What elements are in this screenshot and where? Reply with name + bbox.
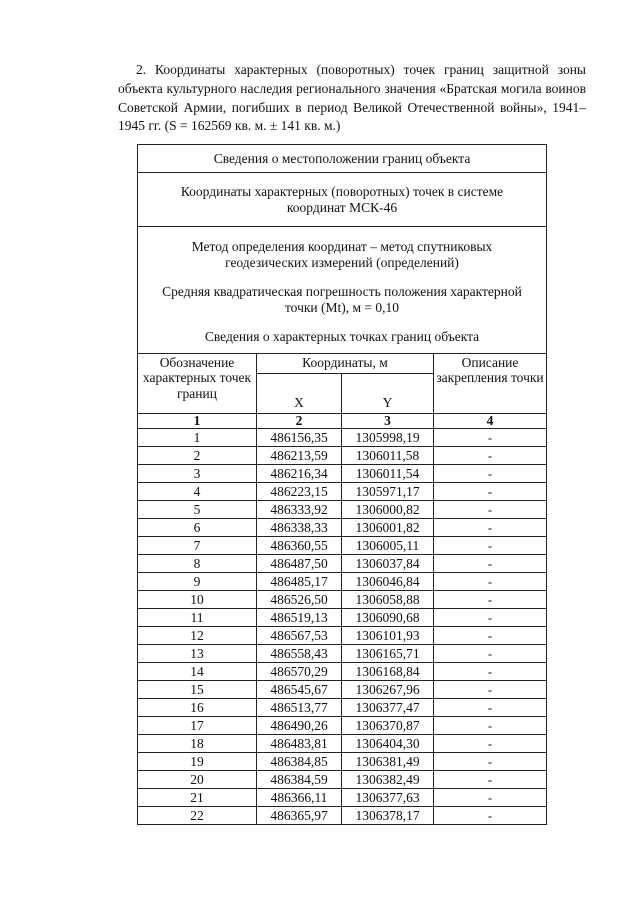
col-number: 1 (138, 413, 257, 428)
x-coordinate-cell: 486519,13 (257, 608, 342, 626)
y-coordinate-cell: 1306168,84 (342, 662, 434, 680)
x-coordinate-cell: 486156,35 (257, 428, 342, 446)
description-cell: - (434, 626, 547, 644)
x-coordinate-cell: 486360,55 (257, 536, 342, 554)
table-row (138, 734, 547, 752)
coordinates-table (137, 144, 547, 825)
col-header-x: X (257, 373, 342, 413)
point-number-cell: 20 (138, 770, 257, 788)
y-coordinate-cell: 1306101,93 (342, 626, 434, 644)
description-cell: - (434, 662, 547, 680)
description-cell: - (434, 806, 547, 824)
table-row (138, 554, 547, 572)
table-row (138, 608, 547, 626)
x-coordinate-cell: 486223,15 (257, 482, 342, 500)
description-cell: - (434, 500, 547, 518)
y-coordinate-cell: 1306382,49 (342, 770, 434, 788)
section-coordinate-system: Координаты характерных (поворотных) точек в системе координат МСК-46 (138, 173, 547, 227)
y-coordinate-cell: 1306404,30 (342, 734, 434, 752)
table-row (138, 428, 547, 446)
table-row (138, 752, 547, 770)
description-cell: - (434, 734, 547, 752)
section-method-info (138, 227, 547, 354)
description-cell: - (434, 608, 547, 626)
point-number-cell: 21 (138, 788, 257, 806)
description-cell: - (434, 788, 547, 806)
table-row (138, 770, 547, 788)
y-coordinate-cell: 1306267,96 (342, 680, 434, 698)
points-table-body (138, 428, 547, 824)
section-location-title: Сведения о местоположении границ объекта (138, 145, 547, 173)
x-coordinate-cell: 486545,67 (257, 680, 342, 698)
table-row (138, 464, 547, 482)
x-coordinate-cell: 486366,11 (257, 788, 342, 806)
table-row (138, 788, 547, 806)
x-coordinate-cell: 486333,92 (257, 500, 342, 518)
y-coordinate-cell: 1306037,84 (342, 554, 434, 572)
point-number-cell: 8 (138, 554, 257, 572)
point-number-cell: 11 (138, 608, 257, 626)
y-coordinate-cell: 1306377,47 (342, 698, 434, 716)
point-number-cell: 9 (138, 572, 257, 590)
table-row (138, 590, 547, 608)
x-coordinate-cell: 486485,17 (257, 572, 342, 590)
x-coordinate-cell: 486570,29 (257, 662, 342, 680)
point-number-cell: 22 (138, 806, 257, 824)
y-coordinate-cell: 1306011,54 (342, 464, 434, 482)
col-number: 2 (257, 413, 342, 428)
description-cell: - (434, 680, 547, 698)
x-coordinate-cell: 486216,34 (257, 464, 342, 482)
col-header-point: Обозначение характерных точек границ (138, 353, 257, 413)
x-coordinate-cell: 486365,97 (257, 806, 342, 824)
table-row (138, 500, 547, 518)
point-number-cell: 10 (138, 590, 257, 608)
point-number-cell: 19 (138, 752, 257, 770)
x-coordinate-cell: 486490,26 (257, 716, 342, 734)
point-number-cell: 7 (138, 536, 257, 554)
point-number-cell: 18 (138, 734, 257, 752)
col-header-coords: Координаты, м (257, 353, 434, 373)
description-cell: - (434, 698, 547, 716)
table-row (138, 716, 547, 734)
table-row (138, 806, 547, 824)
description-cell: - (434, 572, 547, 590)
table-row (138, 482, 547, 500)
description-cell: - (434, 554, 547, 572)
description-cell: - (434, 590, 547, 608)
y-coordinate-cell: 1306377,63 (342, 788, 434, 806)
table-row (138, 644, 547, 662)
description-cell: - (434, 446, 547, 464)
column-number-row (138, 413, 547, 428)
x-coordinate-cell: 486567,53 (257, 626, 342, 644)
point-number-cell: 1 (138, 428, 257, 446)
x-coordinate-cell: 486338,33 (257, 518, 342, 536)
col-header-description: Описание закрепления точки (434, 353, 547, 413)
y-coordinate-cell: 1306090,68 (342, 608, 434, 626)
description-cell: - (434, 518, 547, 536)
x-coordinate-cell: 486526,50 (257, 590, 342, 608)
col-number: 4 (434, 413, 547, 428)
intro-paragraph (118, 61, 586, 136)
table-row (138, 698, 547, 716)
y-coordinate-cell: 1306378,17 (342, 806, 434, 824)
description-cell: - (434, 482, 547, 500)
description-cell: - (434, 752, 547, 770)
y-coordinate-cell: 1306011,58 (342, 446, 434, 464)
description-cell: - (434, 428, 547, 446)
y-coordinate-cell: 1305998,19 (342, 428, 434, 446)
table-row (138, 572, 547, 590)
points-title: Сведения о характерных точках границ объекта (204, 329, 480, 344)
x-coordinate-cell: 486384,59 (257, 770, 342, 788)
description-cell: - (434, 644, 547, 662)
table-row (138, 536, 547, 554)
point-number-cell: 12 (138, 626, 257, 644)
y-coordinate-cell: 1306000,82 (342, 500, 434, 518)
table-row (138, 626, 547, 644)
table-row (138, 662, 547, 680)
table-row (138, 446, 547, 464)
point-number-cell: 6 (138, 518, 257, 536)
description-cell: - (434, 464, 547, 482)
col-number: 3 (342, 413, 434, 428)
y-coordinate-cell: 1306381,49 (342, 752, 434, 770)
x-coordinate-cell: 486213,59 (257, 446, 342, 464)
x-coordinate-cell: 486483,81 (257, 734, 342, 752)
description-cell: - (434, 770, 547, 788)
point-number-cell: 13 (138, 644, 257, 662)
y-coordinate-cell: 1306165,71 (342, 644, 434, 662)
table-row (138, 680, 547, 698)
y-coordinate-cell: 1306058,88 (342, 590, 434, 608)
x-coordinate-cell: 486384,85 (257, 752, 342, 770)
point-number-cell: 3 (138, 464, 257, 482)
method-text: Метод определения координат – метод спутниковых геодезических измерений (определений) (191, 239, 493, 270)
point-number-cell: 14 (138, 662, 257, 680)
point-number-cell: 4 (138, 482, 257, 500)
y-coordinate-cell: 1306046,84 (342, 572, 434, 590)
y-coordinate-cell: 1305971,17 (342, 482, 434, 500)
point-number-cell: 5 (138, 500, 257, 518)
point-number-cell: 2 (138, 446, 257, 464)
point-number-cell: 17 (138, 716, 257, 734)
point-number-cell: 15 (138, 680, 257, 698)
description-cell: - (434, 716, 547, 734)
table-row (138, 518, 547, 536)
x-coordinate-cell: 486513,77 (257, 698, 342, 716)
y-coordinate-cell: 1306001,82 (342, 518, 434, 536)
intro-text: 2. Координаты характерных (поворотных) точек границ защитной зоны объекта культурного наследия регионального значения «Братская могила воинов Советской Армии, погибших в период Великой Отечественной войны», 1941–1945 гг. (S = 162569 кв. м. ± 141 кв. м.) (118, 62, 586, 134)
x-coordinate-cell: 486487,50 (257, 554, 342, 572)
y-coordinate-cell: 1306005,11 (342, 536, 434, 554)
accuracy-text: Средняя квадратическая погрешность положения характерной точки (Mt), м = 0,10 (162, 284, 522, 315)
description-cell: - (434, 536, 547, 554)
point-number-cell: 16 (138, 698, 257, 716)
y-coordinate-cell: 1306370,87 (342, 716, 434, 734)
col-header-y: Y (342, 373, 434, 413)
x-coordinate-cell: 486558,43 (257, 644, 342, 662)
